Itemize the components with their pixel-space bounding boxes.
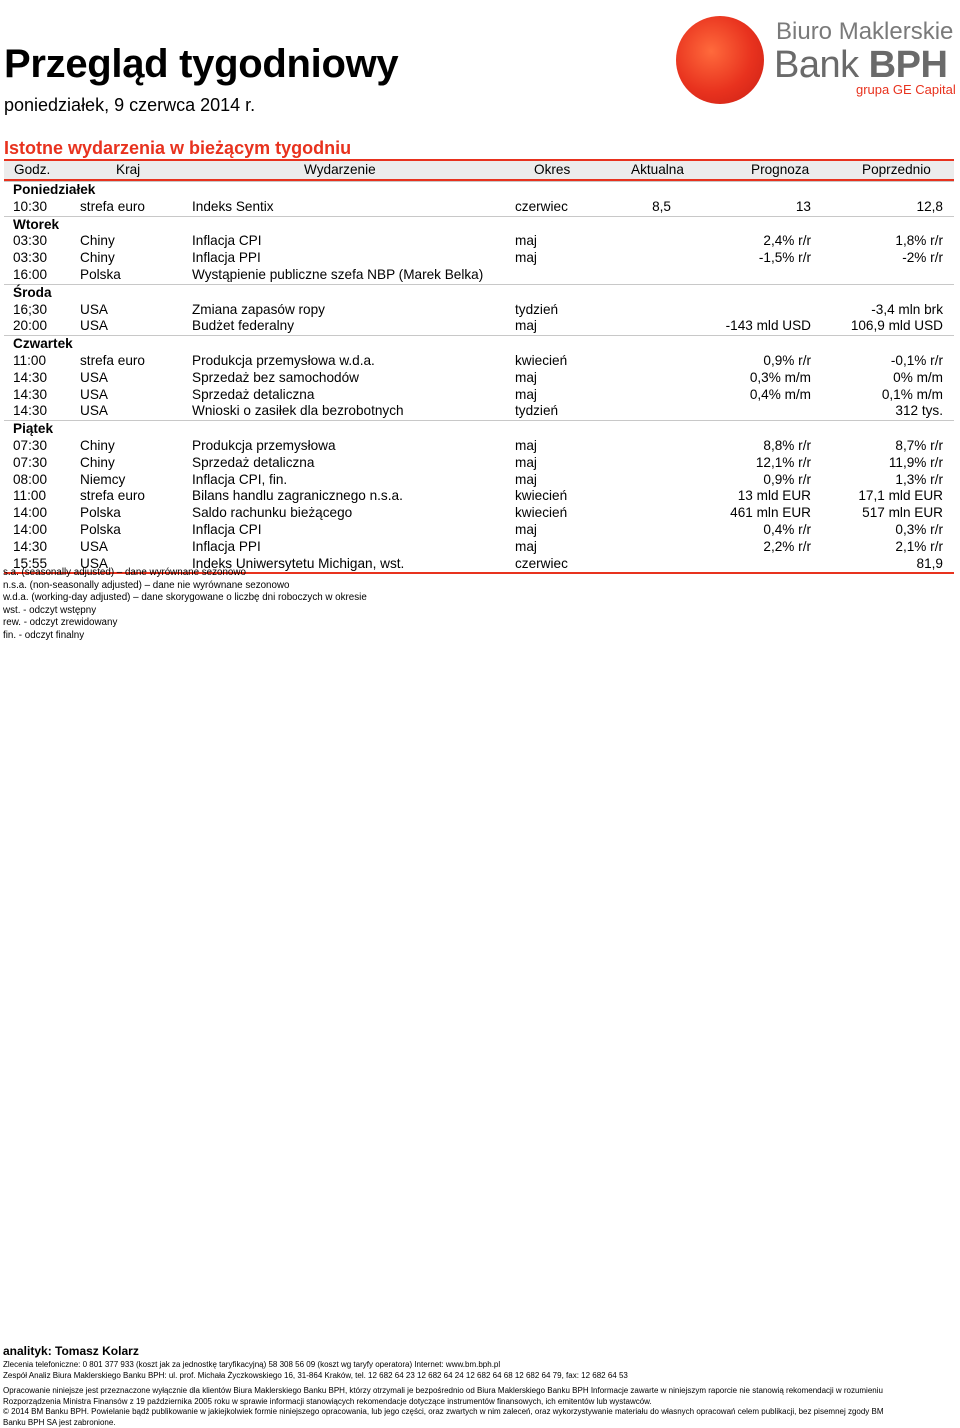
cell-event: Produkcja przemysłowa w.d.a.	[192, 352, 375, 368]
cell-event: Produkcja przemysłowa	[192, 437, 336, 453]
logo-line2	[774, 44, 947, 87]
cell-event: Bilans handlu zagranicznego n.s.a.	[192, 488, 403, 504]
cell-forecast: 0,4% r/r	[763, 521, 811, 537]
cell-country: Chiny	[80, 437, 115, 453]
cell-forecast: -143 mld USD	[725, 318, 811, 334]
col-header-actual: Aktualna	[631, 162, 684, 177]
cell-country: Polska	[80, 521, 121, 537]
cell-previous: 17,1 mld EUR	[858, 488, 943, 504]
table-row	[4, 387, 954, 404]
logo-line1: Biuro Maklerskie	[776, 18, 954, 45]
cell-forecast: 0,4% m/m	[749, 386, 811, 402]
cell-period: maj	[515, 369, 537, 385]
cell-country: Niemcy	[80, 471, 126, 487]
cell-event: Zmiana zapasów ropy	[192, 301, 325, 317]
table-header	[4, 159, 954, 181]
cell-event: Wystąpienie publiczne szefa NBP (Marek Belka)	[192, 266, 484, 282]
cell-forecast: 2,4% r/r	[763, 233, 811, 249]
cell-period: maj	[515, 437, 537, 453]
logo-line2-regular: Bank	[774, 44, 869, 86]
day-header-row	[4, 181, 954, 199]
col-header-country: Kraj	[116, 162, 141, 177]
cell-country: strefa euro	[80, 198, 145, 214]
table-row	[4, 233, 954, 250]
footnote-line: wst. - odczyt wstępny	[3, 604, 97, 616]
cell-forecast: 12,1% r/r	[755, 454, 811, 470]
cell-country: Polska	[80, 505, 121, 521]
cell-forecast: 8,8% r/r	[763, 437, 811, 453]
disclaimer-line: Banku BPH SA jest zabronione.	[3, 1417, 116, 1427]
contact-line: Zespół Analiz Biura Maklerskiego Banku BPH: ul. prof. Michała Życzkowskiego 16, 31-864 Kraków, tel. 12 682 64 23 12 682 64 24 12 682 64 68 12 682 64 79, fax: 12 682 64 53	[3, 1371, 628, 1380]
table-row	[4, 472, 954, 489]
cell-event: Sprzedaż bez samochodów	[192, 369, 359, 385]
analyst-name: analityk: Tomasz Kolarz	[3, 1344, 139, 1358]
cell-period: maj	[515, 538, 537, 554]
table-row	[4, 488, 954, 505]
table-row	[4, 522, 954, 539]
cell-time: 07:30	[13, 437, 48, 453]
cell-period: maj	[515, 454, 537, 470]
footnote-line: s.a. (seasonally adjusted) – dane wyrównane sezonowo	[3, 567, 246, 578]
cell-event: Indeks Sentix	[192, 198, 274, 214]
cell-country: USA	[80, 318, 108, 334]
cell-period: czerwiec	[515, 198, 568, 214]
cell-event: Inflacja CPI, fin.	[192, 471, 288, 487]
table-row	[4, 505, 954, 522]
table-row	[4, 250, 954, 267]
cell-previous: 0,1% m/m	[881, 386, 943, 402]
footnote-line: n.s.a. (non-seasonally adjusted) – dane nie wyrównane sezonowo	[3, 579, 290, 591]
table-row	[4, 438, 954, 455]
cell-country: USA	[80, 301, 108, 317]
cell-event: Indeks Uniwersytetu Michigan, wst.	[192, 555, 405, 571]
disclaimer-line: Rozporządzenia Ministra Finansów z 19 października 2005 roku w sprawie informacji stanowiących rekomendacje dotyczące instrumentów finansowych, ich emitentów lub wystawców.	[3, 1396, 652, 1406]
day-header-row	[4, 284, 954, 302]
cell-previous: 2,1% r/r	[895, 538, 943, 554]
cell-time: 14:30	[13, 538, 48, 554]
cell-previous: 8,7% r/r	[895, 437, 943, 453]
table-row	[4, 370, 954, 387]
cell-time: 08:00	[13, 471, 48, 487]
cell-time: 14:30	[13, 369, 48, 385]
cell-period: maj	[515, 521, 537, 537]
section-title: Istotne wydarzenia w bieżącym tygodniu	[4, 138, 352, 158]
cell-time: 03:30	[13, 250, 48, 266]
day-header-row	[4, 335, 954, 353]
cell-country: strefa euro	[80, 488, 145, 504]
col-header-period: Okres	[534, 162, 571, 177]
table-row	[4, 403, 954, 420]
cell-period: kwiecień	[515, 505, 568, 521]
cell-event: Inflacja CPI	[192, 233, 262, 249]
cell-period: maj	[515, 386, 537, 402]
cell-time: 16;30	[13, 301, 48, 317]
contact-info	[3, 1359, 958, 1381]
day-name: Poniedziałek	[13, 182, 96, 197]
day-name: Czwartek	[13, 336, 73, 352]
cell-event: Budżet federalny	[192, 318, 295, 334]
cell-time: 15:55	[13, 555, 48, 571]
page-title: Przegląd tygodniowy	[4, 42, 399, 86]
cell-previous: 106,9 mld USD	[850, 318, 943, 334]
cell-time: 07:30	[13, 454, 48, 470]
cell-country: Polska	[80, 266, 121, 282]
cell-event: Saldo rachunku bieżącego	[192, 505, 353, 521]
cell-forecast: 461 mln EUR	[730, 505, 811, 521]
company-logo	[668, 4, 956, 114]
cell-event: Wnioski o zasiłek dla bezrobotnych	[192, 403, 404, 419]
cell-time: 14:00	[13, 505, 48, 521]
cell-previous: 0,3% r/r	[895, 521, 943, 537]
table-body	[4, 181, 954, 572]
cell-time: 14:30	[13, 386, 48, 402]
cell-time: 10:30	[13, 198, 48, 214]
disclaimer-line: © 2014 BM Banku BPH. Powielanie bądź publikowanie w jakiejkolwiek formie niniejszego opracowania, lub jego części, oraz zwartych w nim zaleceń, oraz wykorzystywanie materiału do własnych opracowań celem publikacji, bez pisemnej zgody BM	[3, 1407, 884, 1416]
day-name: Wtorek	[13, 216, 60, 232]
cell-period: maj	[515, 250, 537, 266]
contact-line: Zlecenia telefoniczne: 0 801 377 933 (koszt jak za jednostkę taryfikacyjną) 58 308 56 09 (koszt wg taryfy operatora) Internet: www.bm.bph.pl	[3, 1360, 501, 1369]
events-table	[4, 159, 954, 574]
cell-previous: -0,1% r/r	[890, 352, 943, 368]
cell-country: USA	[80, 555, 108, 571]
cell-time: 14:30	[13, 403, 48, 419]
cell-time: 16:00	[13, 266, 48, 282]
cell-country: Chiny	[80, 233, 115, 249]
cell-event: Sprzedaż detaliczna	[192, 454, 315, 470]
cell-event: Inflacja CPI	[192, 521, 262, 537]
cell-period: kwiecień	[515, 352, 568, 368]
cell-time: 11:00	[13, 352, 47, 368]
table-row	[4, 302, 954, 319]
footnotes	[3, 567, 367, 642]
cell-forecast: 13	[795, 198, 811, 214]
cell-country: USA	[80, 369, 108, 385]
table-row	[4, 267, 954, 284]
report-date: poniedziałek, 9 czerwca 2014 r.	[4, 95, 256, 115]
footnote-line: rew. - odczyt zrewidowany	[3, 617, 118, 628]
day-name: Środa	[13, 284, 52, 300]
cell-previous: 11,9% r/r	[888, 454, 943, 470]
cell-period: maj	[515, 318, 537, 334]
cell-period: czerwiec	[515, 555, 568, 571]
day-name: Piątek	[13, 421, 54, 437]
cell-event: Inflacja PPI	[192, 538, 261, 554]
cell-previous: 0% m/m	[893, 369, 943, 385]
cell-previous: 1,8% r/r	[895, 233, 943, 249]
cell-event: Sprzedaż detaliczna	[192, 386, 315, 402]
col-header-forecast: Prognoza	[751, 162, 810, 177]
cell-country: USA	[80, 403, 108, 419]
cell-forecast: 13 mld EUR	[737, 488, 811, 504]
cell-time: 11:00	[13, 488, 47, 504]
cell-previous: -3,4 mln brk	[871, 301, 943, 317]
cell-previous: 517 mln EUR	[862, 505, 943, 521]
cell-period: tydzień	[515, 403, 559, 419]
cell-forecast: -1,5% r/r	[758, 250, 811, 266]
day-header-row	[4, 420, 954, 438]
disclaimer-line: Opracowanie niniejsze jest przeznaczone wyłącznie dla klientów Biura Maklerskiego Banku BPH, którzy otrzymali je bezpośrednio od Biura Maklerskiego Banku BPH Informacje zawarte w niniejszym raporcie nie stanowią rekomendacji w rozumieniu	[3, 1386, 883, 1395]
logo-mark-icon	[676, 16, 764, 104]
disclaimer	[3, 1386, 958, 1428]
cell-time: 03:30	[13, 233, 48, 249]
cell-period: maj	[515, 471, 537, 487]
cell-country: strefa euro	[80, 352, 145, 368]
day-header-row	[4, 216, 954, 234]
col-header-event: Wydarzenie	[304, 162, 376, 177]
cell-previous: -2% r/r	[902, 250, 943, 266]
cell-forecast: 0,9% r/r	[763, 352, 811, 368]
cell-country: Chiny	[80, 454, 115, 470]
cell-event: Inflacja PPI	[192, 250, 261, 266]
footnote-line: fin. - odczyt finalny	[3, 629, 85, 641]
cell-country: Chiny	[80, 250, 115, 266]
logo-line2-bold: BPH	[868, 44, 948, 86]
cell-actual: 8,5	[652, 198, 671, 214]
cell-previous: 312 tys.	[895, 403, 943, 419]
cell-time: 14:00	[13, 521, 48, 537]
table-row	[4, 199, 954, 216]
cell-period: maj	[515, 233, 537, 249]
col-header-previous: Poprzednio	[862, 162, 931, 177]
cell-forecast: 0,3% m/m	[749, 369, 811, 385]
cell-forecast: 0,9% r/r	[763, 471, 811, 487]
col-header-time: Godz.	[14, 162, 51, 177]
table-row	[4, 353, 954, 370]
table-row	[4, 455, 954, 472]
cell-period: tydzień	[515, 301, 559, 317]
cell-forecast: 2,2% r/r	[763, 538, 811, 554]
footnote-line: w.d.a. (working-day adjusted) – dane skorygowane o liczbę dni roboczych w okresie	[3, 592, 367, 603]
table-row	[4, 318, 954, 335]
logo-line3: grupa GE Capital	[856, 82, 956, 97]
cell-previous: 1,3% r/r	[895, 471, 943, 487]
cell-country: USA	[80, 538, 108, 554]
cell-period: kwiecień	[515, 488, 568, 504]
table-row	[4, 539, 954, 556]
cell-previous: 81,9	[916, 555, 943, 571]
cell-previous: 12,8	[916, 198, 943, 214]
cell-country: USA	[80, 386, 108, 402]
cell-time: 20:00	[13, 318, 48, 334]
